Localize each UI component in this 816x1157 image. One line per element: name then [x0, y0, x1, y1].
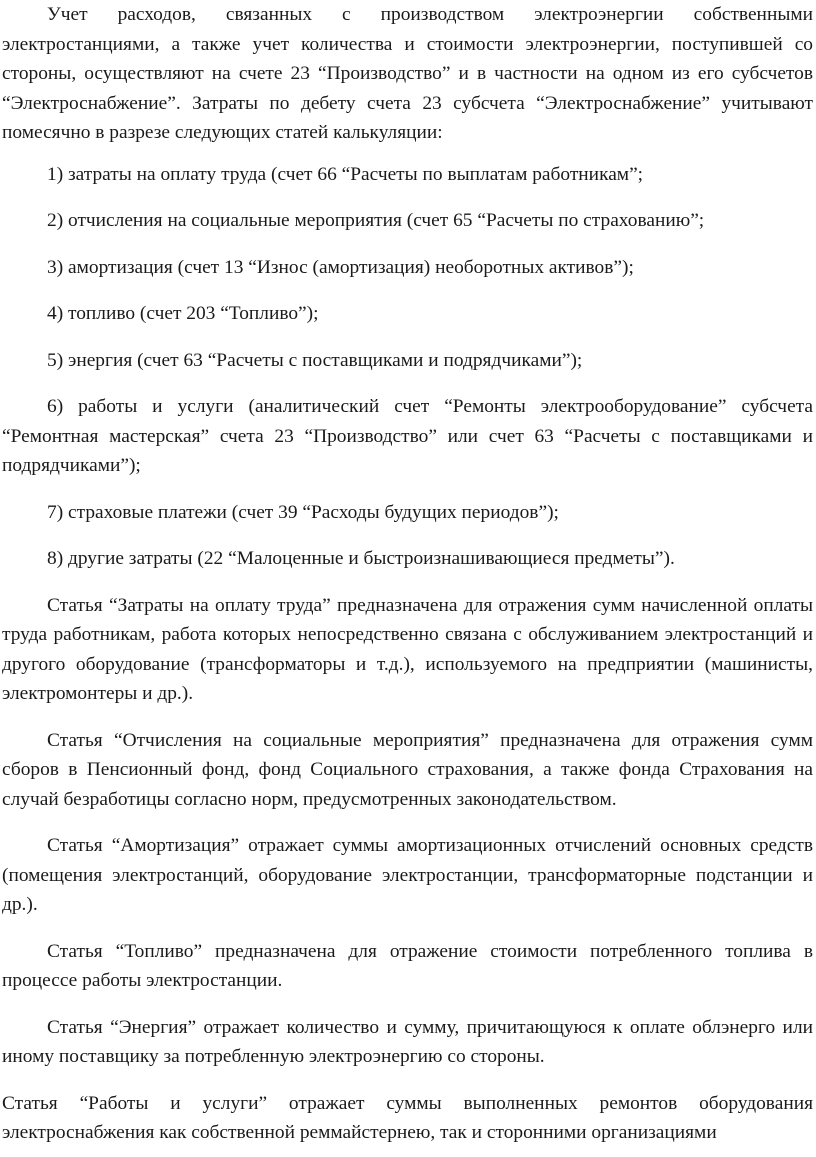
- body-paragraph: Статья “Топливо” предназначена для отражение стоимости потребленного топлива в процессе работы электростанции.: [2, 940, 813, 991]
- body-paragraph: Статья “Амортизация” отражает суммы амортизационных отчислений основных средств (помещения электростанций, оборудование электростанции, трансформаторные подстанции и др.).: [2, 835, 813, 915]
- body-paragraph: Статья “Отчисления на социальные мероприятия” предназначена для отражения сумм сборов в Пенсионный фонд, фонд Социального страхования, а также фонда Страхования на случай безработицы согласно норм, предусмотренных законодательством.: [2, 729, 813, 810]
- intro-paragraph: Учет расходов, связанных с производством электроэнергии собственными электростанциями, а также учет количества и стоимости электроэнергии, поступившей со стороны, осуществляют на счете 23 “Производство” и в частности на одном из его субсчетов “Электроснабжение”. Затраты по дебету счета 23 субсчета “Электроснабжение” учитывают помесячно в разрезе следующих статей калькуляции:: [2, 4, 813, 143]
- list-item: 3) амортизация (счет 13 “Износ (амортизация) необоротных активов”);: [47, 256, 634, 278]
- list-item: 4) топливо (счет 203 “Топливо”);: [47, 303, 319, 324]
- body-paragraph-last: Статья “Работы и услуги” отражает суммы выполненных ремонтов оборудования электроснабжения как собственной реммайстернею, так и сторонними организациями: [2, 1092, 813, 1143]
- list-item: 8) другие затраты (22 “Малоценные и быстроизнашивающиеся предметы”).: [47, 548, 675, 569]
- list-item: 2) отчисления на социальные мероприятия (счет 65 “Расчеты по страхованию”;: [47, 210, 705, 231]
- body-paragraph: Статья “Энергия” отражает количество и сумму, причитающуюся к оплате облэнерго или иному поставщику за потребленную электроэнергию со стороны.: [2, 1016, 813, 1067]
- list-item: 6) работы и услуги (аналитический счет “Ремонты электрооборудование” субсчета “Ремонтная мастерская” счета 23 “Производство” или счет 63 “Расчеты с поставщиками и подрядчиками”);: [2, 396, 813, 476]
- list-item: 7) страховые платежи (счет 39 “Расходы будущих периодов”);: [47, 501, 559, 523]
- list-item: 5) энергия (счет 63 “Расчеты с поставщиками и подрядчиками”);: [47, 349, 583, 371]
- list-item: 1) затраты на оплату труда (счет 66 “Расчеты по выплатам работникам”;: [47, 163, 644, 185]
- body-paragraph: Статья “Затраты на оплату труда” предназначена для отражения сумм начисленной оплаты труда работникам, работа которых непосредственно связана с обслуживанием электростанций и другого оборудование (трансформаторы и т.д.), используемого на предприятии (машинисты, электромонтеры и др.).: [2, 594, 813, 704]
